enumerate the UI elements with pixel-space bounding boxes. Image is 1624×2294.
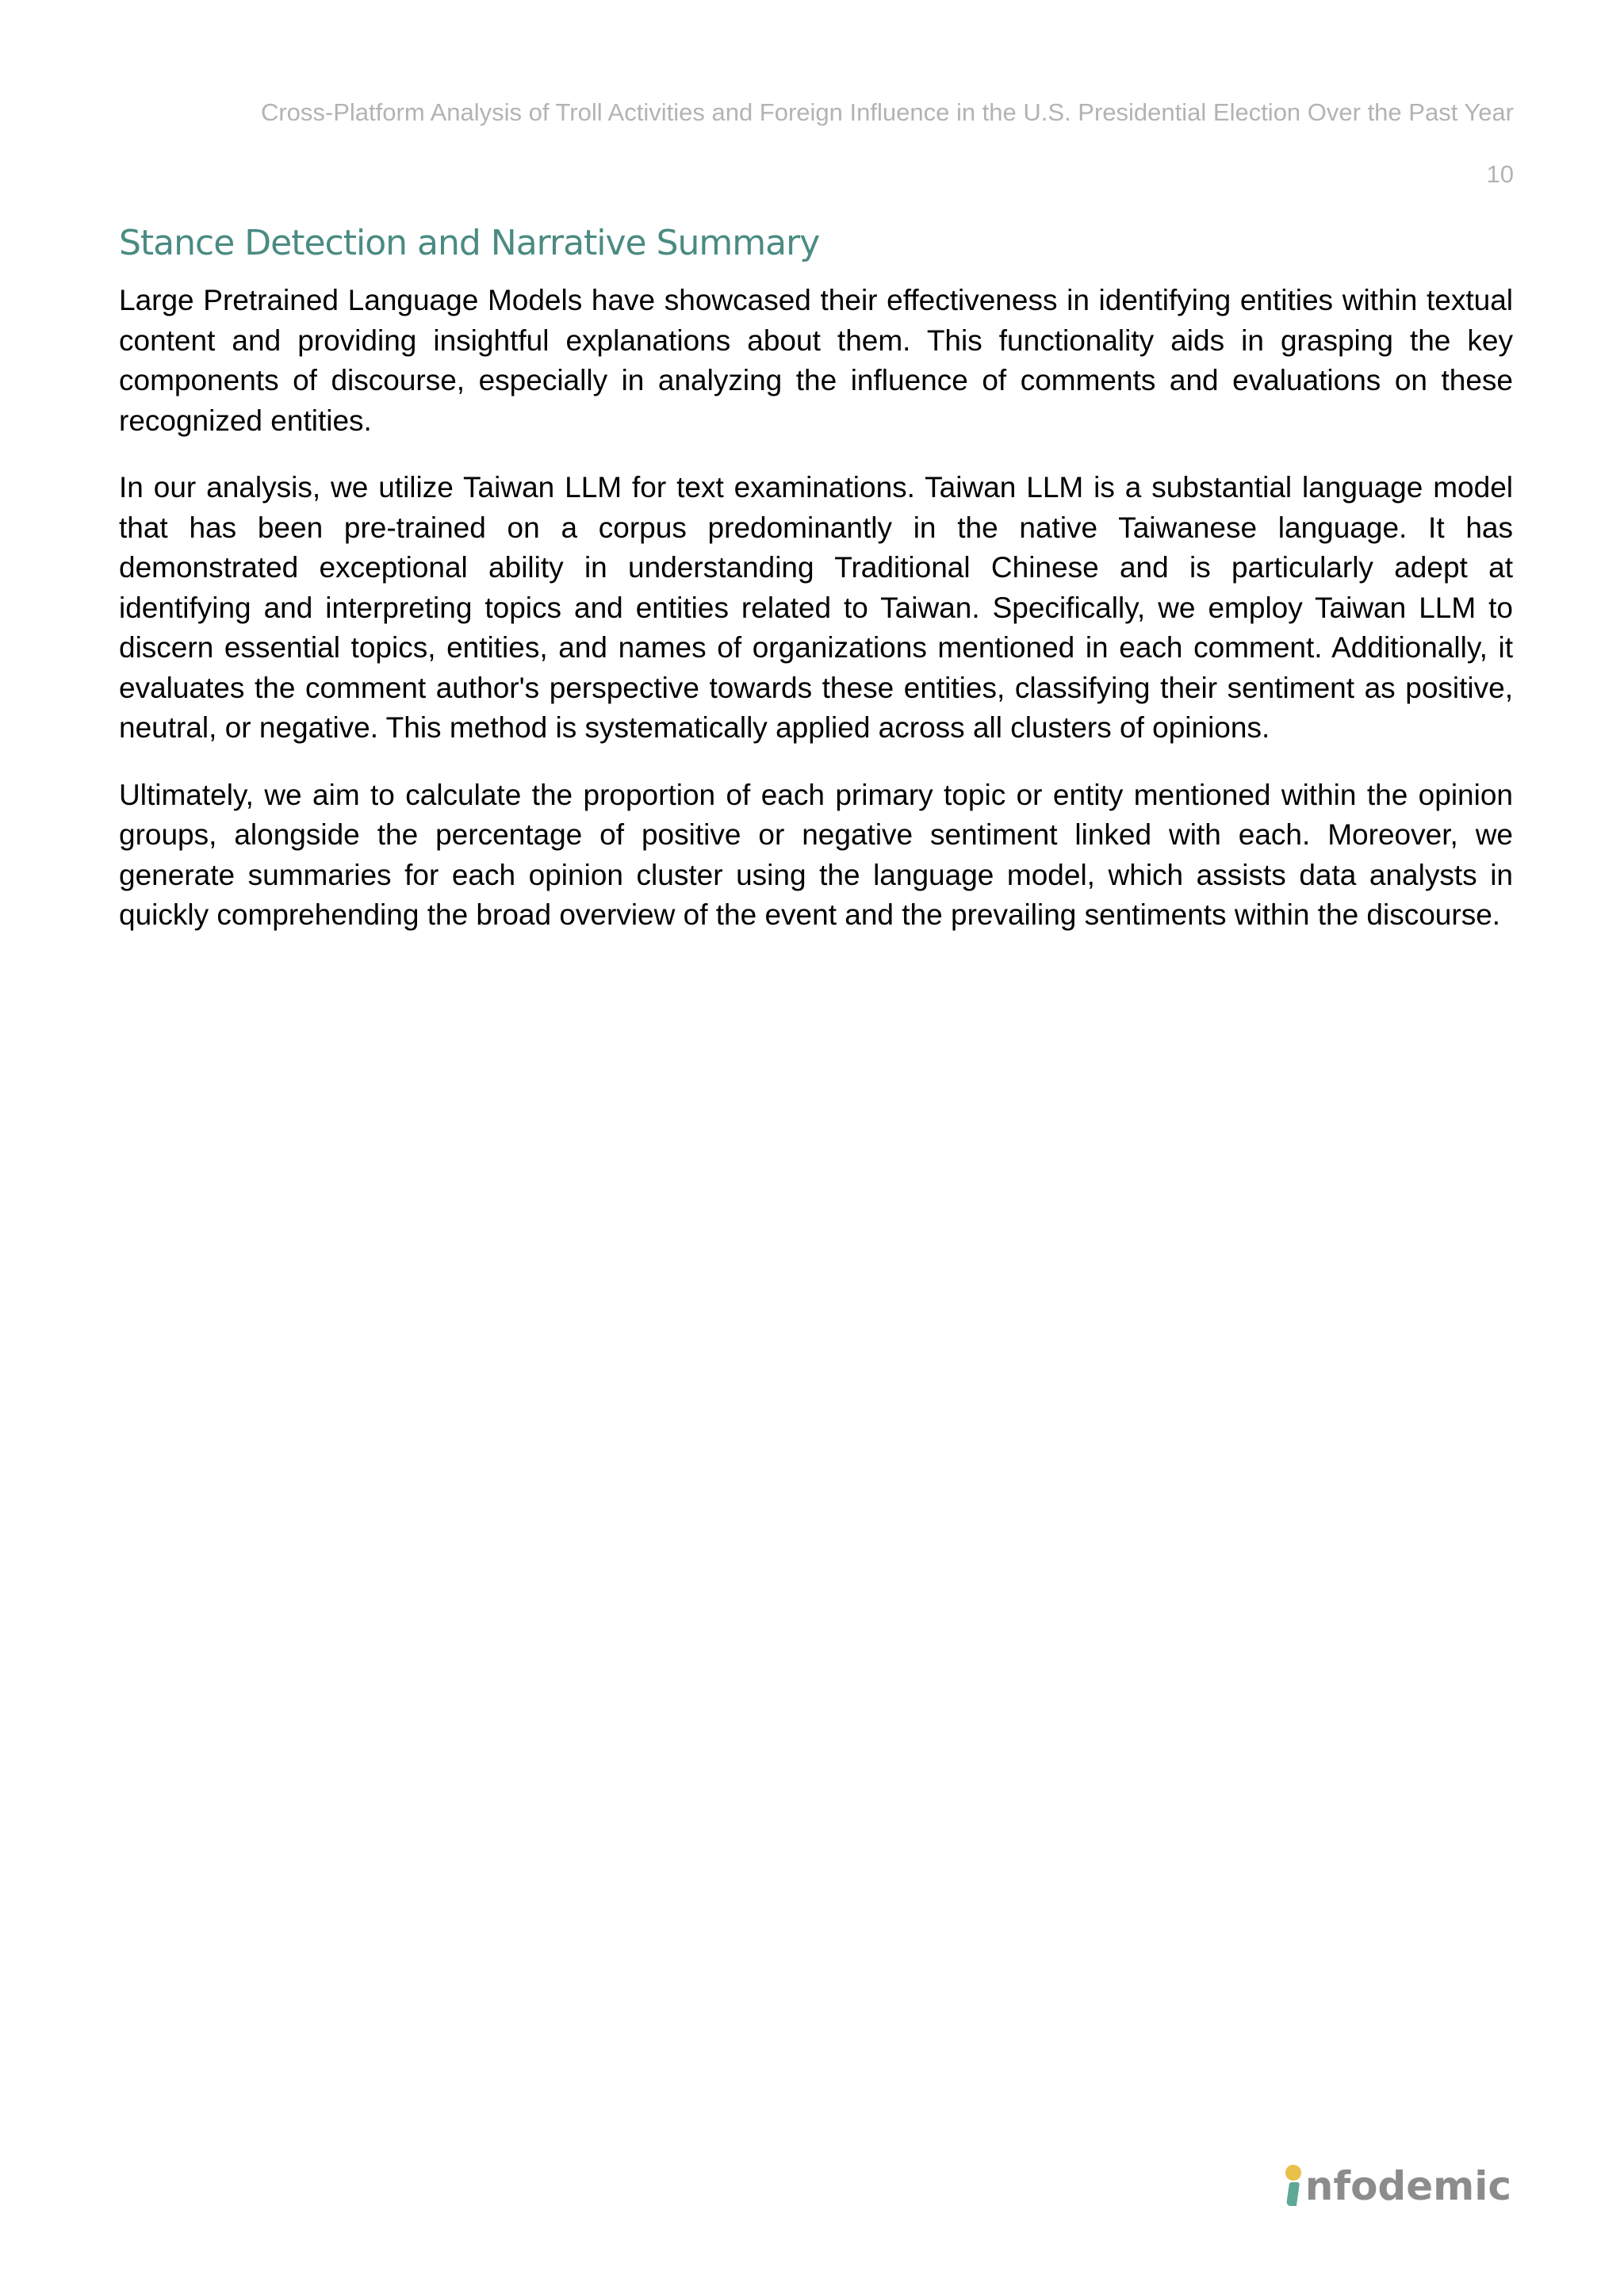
running-header: Cross-Platform Analysis of Troll Activities and Foreign Influence in the U.S. Presidential Election Over the Past Year: [260, 98, 1514, 126]
body-paragraph-3: Ultimately, we aim to calculate the proportion of each primary topic or entity mentioned within the opinion groups, alongside the percentage of positive or negative sentiment linked with each. Moreover, we generate summaries for each opinion cluster using the language model, which assists data analysts in quickly comprehending the broad overview of the event and the prevailing sentiments within the discourse.: [119, 778, 1513, 931]
section-title: Stance Detection and Narrative Summary: [119, 223, 820, 263]
infodemic-logo: [1283, 2154, 1511, 2209]
brand-wordmark: nfodemic: [1304, 2163, 1511, 2209]
body-paragraph-2: In our analysis, we utilize Taiwan LLM for text examinations. Taiwan LLM is a substantial language model that has been pre-trained on a corpus predominantly in the native Taiwanese language. It has demonstrated exceptional ability in understanding Traditional Chinese and is particularly adept at identifying and interpreting topics and entities related to Taiwan. Specifically, we employ Taiwan LLM to discern essential topics, entities, and names of organizations mentioned in each comment. Additionally, it evaluates the comment author's perspective towards these entities, classifying their sentiment as positive, neutral, or negative. This method is systematically applied across all clusters of opinions.: [119, 471, 1513, 744]
body-paragraph-1: Large Pretrained Language Models have showcased their effectiveness in identifying entities within textual content and providing insightful explanations about them. This functionality aids in grasping the key components of discourse, especially in analyzing the influence of comments and evaluations on these recognized entities.: [119, 284, 1513, 437]
page-number: 10: [1486, 160, 1514, 188]
main-content: [119, 220, 1513, 963]
infodemic-i-logo-icon: [1283, 2163, 1304, 2209]
